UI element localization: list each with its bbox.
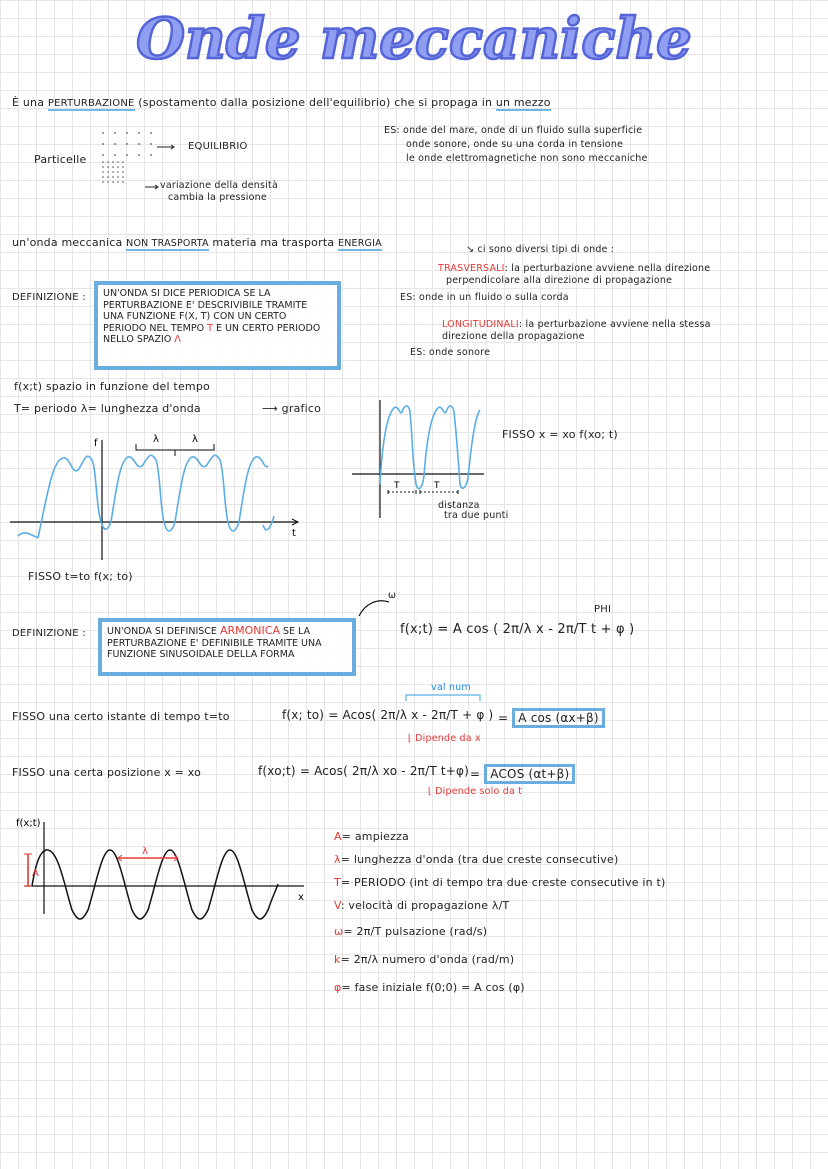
phi-label: PHI — [594, 604, 612, 615]
graph-harmonic — [14, 814, 314, 924]
fisso-pos-result-wrap: = ACOS (αt+β) — [470, 764, 575, 784]
fxt-note: f(x;t) spazio in funzione del tempo — [14, 380, 210, 393]
fisso-istante-result: A cos (αx+β) — [512, 708, 605, 728]
legend-item: A= ampiezza — [334, 830, 409, 843]
intro-line: È una PERTURBAZIONE (spostamento dalla posizione dell'equilibrio) che si propaga in un mezzo — [12, 96, 551, 109]
dipende-x: ⌊ Dipende da x — [408, 733, 481, 744]
symbols-legend — [334, 830, 666, 1004]
esempi-line-3: le onde elettromagnetiche non sono meccaniche — [406, 153, 648, 164]
legend-item: φ= fase iniziale f(0;0) = A cos (φ) — [334, 981, 525, 994]
variazione-label: variazione della densità — [160, 180, 278, 191]
fisso-pos-label: FISSO una certa posizione x = xo — [12, 766, 202, 779]
definizione-2-label: DEFINIZIONE : — [12, 628, 86, 639]
graph3-a-label: A — [32, 868, 39, 879]
page-title — [0, 0, 828, 82]
fisso-x-note: FISSO x = xo f(xo; t) — [502, 428, 618, 441]
esempi-line-2: onde sonore, onde su una corda in tensione — [406, 139, 624, 150]
graph3-x-label: x — [298, 892, 304, 903]
legend-item: k= 2π/λ numero d'onda (rad/m) — [334, 953, 515, 966]
esempi-line-1: ES: onde del mare, onde di un fluido sulla superficie — [384, 125, 643, 136]
equilibrio-label: EQUILIBRIO — [188, 141, 248, 152]
periodo-note: T= periodo λ= lunghezza d'onda — [14, 402, 201, 415]
fisso-istante-result-wrap: = A cos (αx+β) — [498, 708, 605, 728]
graph1-lambda-1: λ — [153, 434, 159, 445]
omega-label: ω — [388, 590, 397, 601]
graph1-t-label: t — [292, 528, 296, 539]
periodic-wave — [38, 455, 268, 538]
definizione-1-box: UN'ONDA SI DICE PERIODICA SE LA PERTURBAZIONE E' DESCRIVIBILE TRAMITE UNA FUNZIONE F(X, T) CON UN CERTO PERIODO NEL TEMPO T E UN CERTO PERIODO NELLO SPAZIO Λ — [94, 281, 341, 370]
energia-line: un'onda meccanica NON TRASPORTA materia ma trasporta ENERGIA — [12, 236, 382, 249]
legend-item: V: velocità di propagazione λ/T — [334, 899, 510, 912]
distanza-note: distanza — [438, 500, 480, 511]
graph1-f-label: f — [94, 438, 98, 449]
harmonic-wave — [32, 850, 278, 919]
longitudinali-es: ES: onde sonore — [410, 347, 491, 358]
definizione-2-box: UN'ONDA SI DEFINISCE ARMONICA SE LA PERTURBAZIONE E' DEFINIBILE TRAMITE UNA FUNZIONE SINUSOIDALE DELLA FORMA — [98, 618, 356, 676]
fisso-istante-label: FISSO una certo istante di tempo t=to — [12, 710, 230, 723]
title-text: Onde meccaniche — [136, 6, 692, 72]
grafico-arrow: ⟶ grafico — [262, 402, 322, 415]
graph2-T2: T — [434, 481, 440, 491]
pressione-label: cambia la pressione — [168, 192, 267, 203]
fisso-t-note: FISSO t=to f(x; to) — [28, 570, 133, 583]
graph2-T1: T — [394, 481, 400, 491]
legend-item: λ= lunghezza d'onda (tra due creste consecutive) — [334, 853, 619, 866]
trasversali-line-1: TRASVERSALI: la perturbazione avviene nella direzione — [438, 263, 711, 274]
trasversali-es: ES: onde in un fluido o sulla corda — [400, 292, 569, 303]
graph1-lambda-2: λ — [192, 434, 198, 445]
trasversali-line-2: perpendicolare alla direzione di propagazione — [446, 275, 673, 286]
dipende-t: ⌊ Dipende solo da t — [428, 786, 523, 797]
main-formula: f(x;t) = A cos ( 2π/λ x - 2π/T t + φ ) — [400, 622, 635, 637]
longitudinali-line-2: direzione della propagazione — [442, 331, 585, 342]
fisso-istante-eq: f(x; to) = Acos( 2π/λ x - 2π/T + φ ) — [282, 708, 494, 722]
legend-item: ω= 2π/T pulsazione (rad/s) — [334, 925, 488, 938]
definizione-1-label: DEFINIZIONE : — [12, 292, 86, 303]
omega-arc — [355, 590, 405, 620]
fisso-pos-eq: f(xo;t) = Acos( 2π/λ xo - 2π/T t+φ) — [258, 764, 470, 778]
legend-item: T= PERIODO (int di tempo tra due creste consecutive in t) — [334, 876, 666, 889]
tipi-intro: ↘ ci sono diversi tipi di onde : — [466, 244, 615, 255]
graph3-f-label: f(x;t) — [16, 818, 41, 829]
tra-note: tra due punti — [444, 510, 509, 521]
particelle-label: Particelle — [34, 153, 87, 166]
fisso-pos-result: ACOS (αt+β) — [484, 764, 575, 784]
time-wave — [380, 406, 480, 489]
valnum-label: val num — [431, 682, 471, 693]
valnum-bracket — [404, 693, 484, 703]
graph-periodic-space — [8, 430, 308, 570]
longitudinali-line-1: LONGITUDINALI: la perturbazione avviene nella stessa — [442, 319, 711, 330]
graph3-lambda-label: λ — [142, 846, 148, 857]
